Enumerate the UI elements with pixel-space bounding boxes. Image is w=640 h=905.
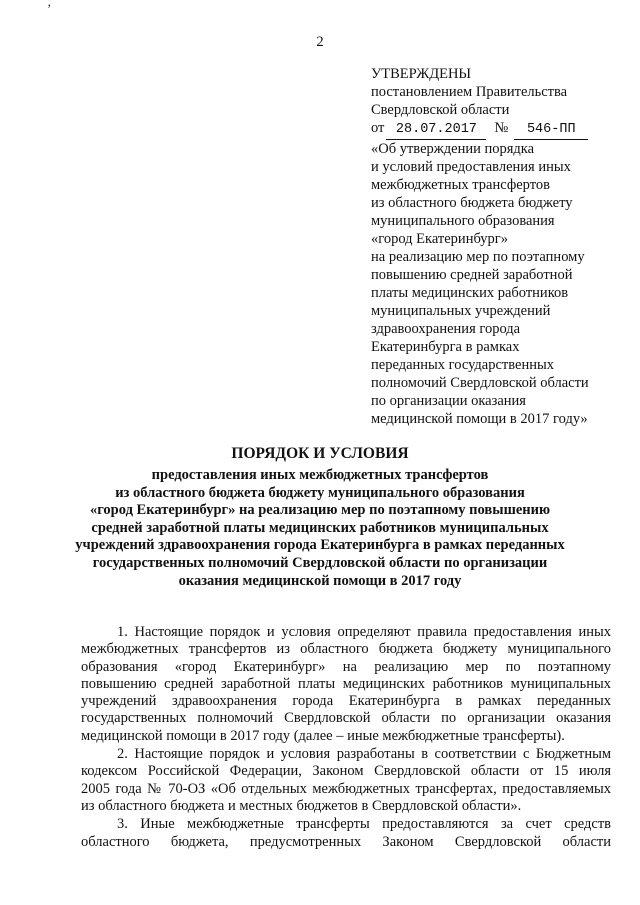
number-prefix: № (494, 120, 509, 136)
approval-subject-line: переданных государственных (371, 357, 554, 373)
approval-heading: УТВЕРЖДЕНЫ (371, 66, 472, 82)
approval-subject-line: Екатеринбурга в рамках (371, 339, 520, 355)
title-main: ПОРЯДОК И УСЛОВИЯ (231, 445, 409, 462)
approval-date-line (371, 119, 589, 140)
approval-subject-line: повышению средней заработной (371, 267, 573, 283)
approval-subject-line: здравоохранения города (371, 321, 521, 337)
approval-date: 28.07.2017 (386, 121, 486, 140)
approval-subject-line: «Об утверждении порядка (371, 141, 535, 157)
text-line: медицинской помощи в 2017 году (далее – иные межбюджетные трансферты). (81, 727, 565, 744)
approval-subject-line: межбюджетных трансфертов (371, 177, 550, 193)
text-line: государственных полномочий Свердловской области по организации оказания (81, 710, 611, 727)
approval-number: 546-ПП (514, 121, 588, 140)
scan-mark: ’ (47, 1, 52, 16)
text-line: повышению средней заработной платы медицинских работников муниципальных (81, 675, 611, 692)
paragraph-1 (81, 624, 611, 745)
document-title (0, 444, 640, 590)
approval-subject-line: на реализацию мер по поэтапному (371, 249, 585, 265)
text-line: 1. Настоящие порядок и условия определяют правила предоставления иных (117, 624, 611, 640)
text-line: межбюджетных трансфертов из областного бюджета бюджету муниципального (81, 641, 611, 658)
text-line: 2005 года № 70-ОЗ «Об отдельных межбюджетных трансфертах, предоставляемых (81, 780, 611, 797)
approval-subject-line: из областного бюджета бюджету (371, 195, 573, 211)
text-line: образования «город Екатеринбург» на реализацию мер по поэтапному (81, 658, 611, 675)
approval-subject-line: полномочий Свердловской области (371, 375, 589, 391)
paragraph-3 (81, 816, 611, 851)
approval-line: постановлением Правительства (371, 84, 568, 100)
text-line: кодексом Российской Федерации, Законом Свердловской области от 15 июля (81, 763, 611, 780)
title-line: предоставления иных межбюджетных трансфертов (151, 467, 489, 483)
title-line: «город Екатеринбург» на реализацию мер по поэтапному повышению (89, 502, 551, 519)
approval-subject-line: платы медицинских работников (371, 285, 569, 301)
date-prefix: от (371, 120, 385, 136)
approval-subject-line: муниципального образования (371, 213, 555, 229)
paragraph-2 (81, 746, 611, 815)
title-line: средней заработной платы медицинских работников муниципальных (91, 519, 549, 536)
text-line: из областного бюджета и местных бюджетов в Свердловской области». (81, 797, 522, 814)
page-number: 2 (316, 34, 324, 50)
approval-subject-line: «город Екатеринбург» (371, 231, 508, 247)
approval-line: Свердловской области (371, 102, 510, 118)
text-line: 2. Настоящие порядок и условия разработаны в соответствии с Бюджетным (117, 746, 611, 763)
approval-subject-line: и условий предоставления иных (371, 159, 571, 175)
text-line: областного бюджета, предусмотренных Законом Свердловской области (81, 833, 611, 850)
title-line: оказания медицинской помощи в 2017 году (178, 572, 462, 589)
approval-block (371, 65, 589, 428)
title-line: государственных полномочий Свердловской области по организации (92, 554, 548, 571)
approval-subject-line: медицинской помощи в 2017 году» (371, 411, 588, 427)
text-line: 3. Иные межбюджетные трансферты предоставляются за счет средств (117, 816, 611, 833)
title-line: учреждений здравоохранения города Екатеринбурга в рамках переданных (75, 537, 565, 554)
document-body (81, 624, 611, 851)
text-line: учреждений здравоохранения города Екатеринбурга в рамках переданных (81, 693, 611, 710)
approval-subject-line: муниципальных учреждений (371, 303, 551, 319)
title-line: из областного бюджета бюджету муниципального образования (115, 484, 525, 501)
approval-subject-line: по организации оказания (371, 393, 526, 409)
